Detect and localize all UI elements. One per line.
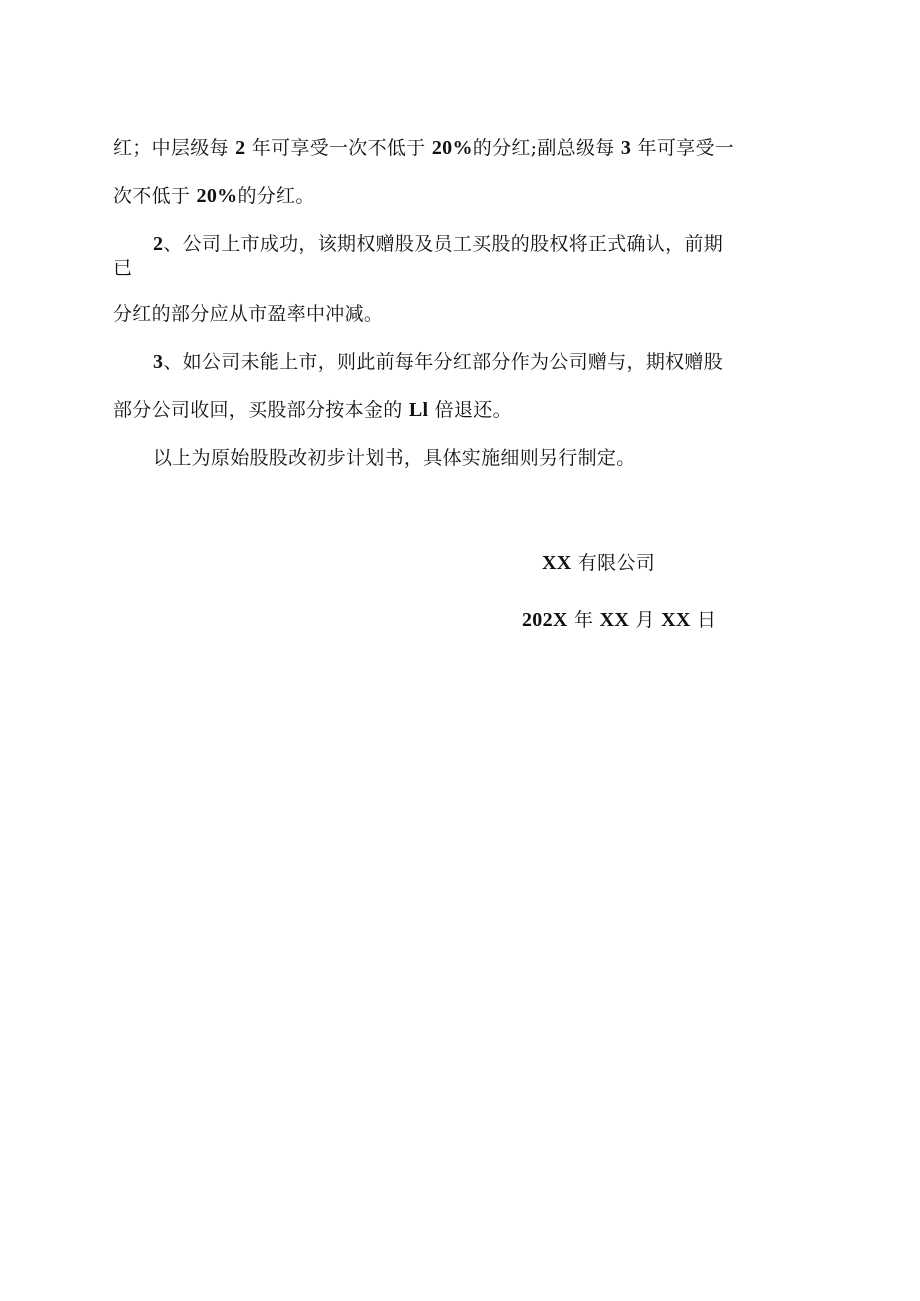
text-run: 次不低于 xyxy=(113,185,197,207)
text-run: 部分公司收回，买股部分按本金的 xyxy=(113,399,409,421)
item-number: 2 xyxy=(153,233,164,255)
paragraph-2-line-3: 分红的部分应从市盈率中冲减。 xyxy=(113,303,384,325)
number-run: Ll xyxy=(408,399,429,421)
date-year: 202X xyxy=(522,609,568,631)
paragraph-2-line-1 xyxy=(153,232,723,256)
paragraph-3-line-1 xyxy=(153,350,723,374)
number-run: 20% xyxy=(431,137,473,159)
text-run: 红；中层级每 xyxy=(113,137,236,159)
signature-company xyxy=(542,551,655,575)
number-run: 3 xyxy=(620,137,632,159)
date-day-unit: 日 xyxy=(690,609,717,631)
paragraph-4: 以上为原始股股改初步计划书，具体实施细则另行制定。 xyxy=(153,447,636,469)
item-number: 3 xyxy=(153,351,164,373)
paragraph-2-line-2: 已 xyxy=(113,257,133,279)
company-suffix: 有限公司 xyxy=(571,552,656,574)
paragraph-3-line-2 xyxy=(113,398,512,422)
date-month-unit: 月 xyxy=(629,609,662,631)
text-run: 的分红;副总级每 xyxy=(472,137,621,159)
signature-date xyxy=(522,608,716,632)
text-run: 年可享受一 xyxy=(631,137,735,159)
text-run: 倍退还。 xyxy=(428,399,512,421)
date-month: XX xyxy=(599,609,630,631)
company-prefix: XX xyxy=(542,552,572,574)
date-year-unit: 年 xyxy=(567,609,600,631)
text-run: 年可享受一次不低于 xyxy=(245,137,432,159)
text-run: 、如公司未能上市，则此前每年分红部分作为公司赠与，期权赠股 xyxy=(163,351,724,373)
number-run: 20% xyxy=(196,185,238,207)
paragraph-1-line-2 xyxy=(113,184,315,208)
text-run: 、公司上市成功，该期权赠股及员工买股的股权将正式确认，前期 xyxy=(163,233,724,255)
date-day: XX xyxy=(661,609,691,631)
text-run: 的分红。 xyxy=(237,185,315,207)
number-run: 2 xyxy=(235,137,246,159)
paragraph-1-line-1 xyxy=(113,136,734,160)
